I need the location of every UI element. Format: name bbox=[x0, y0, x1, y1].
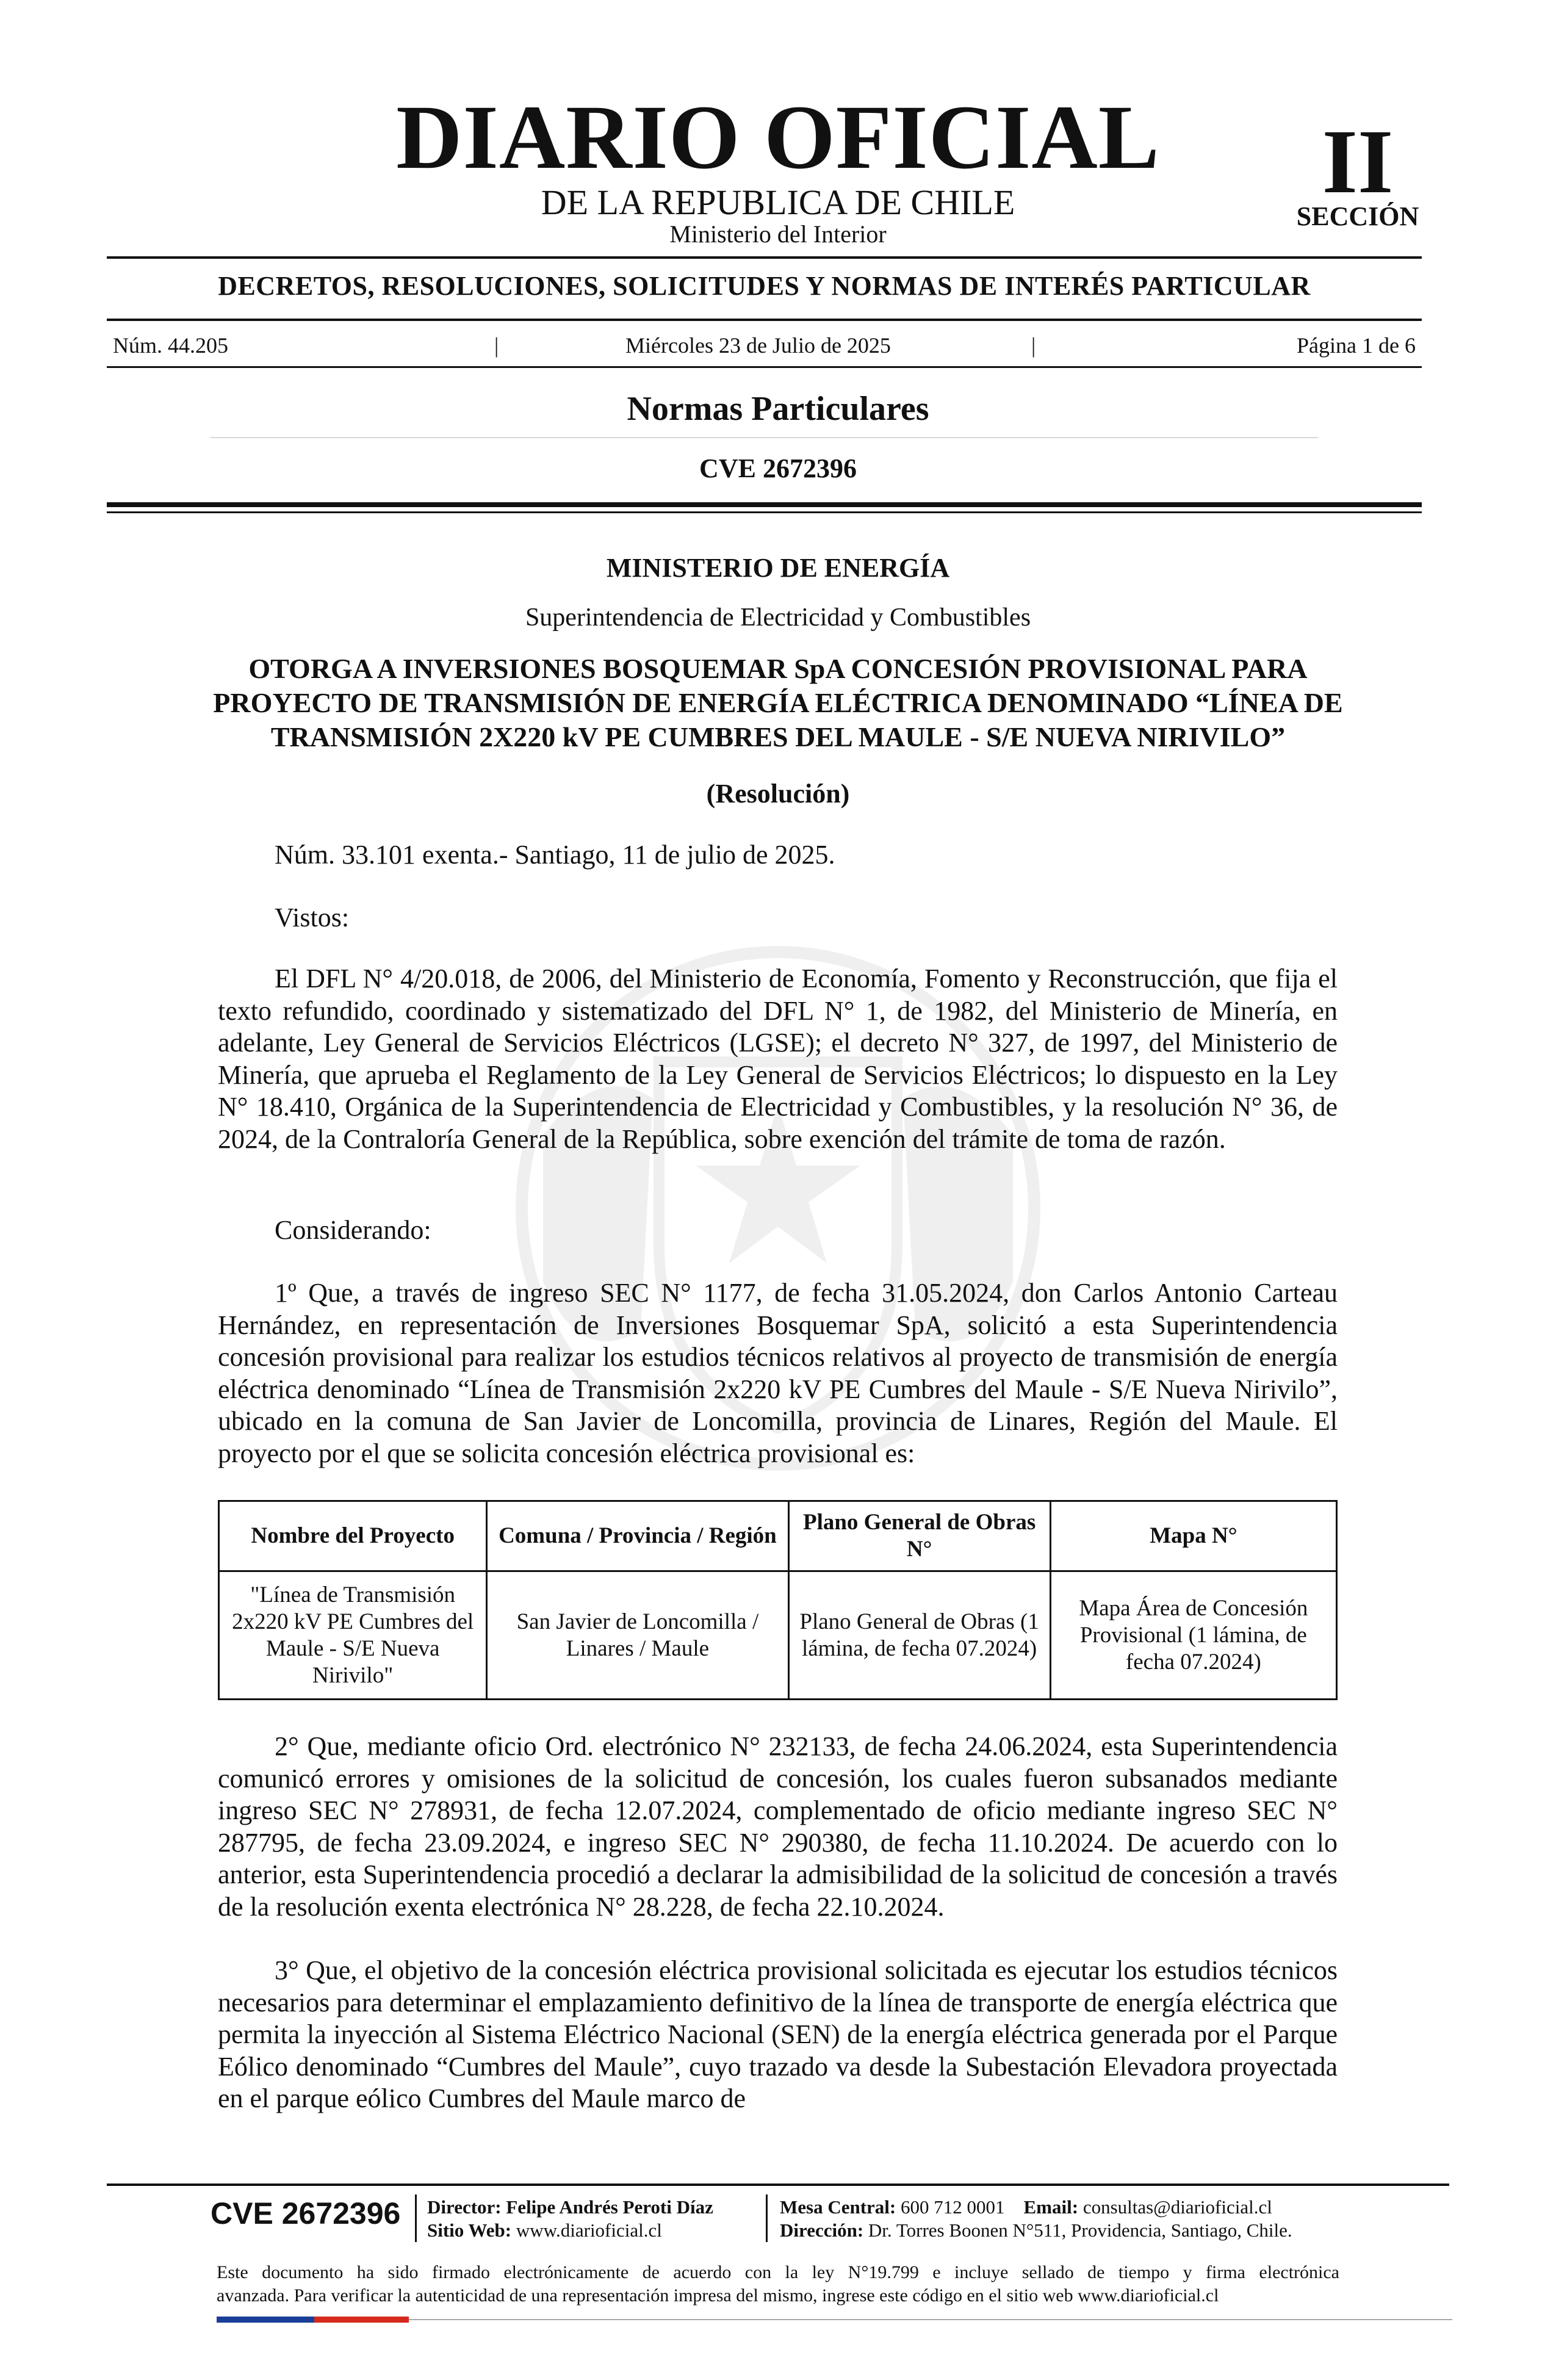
paragraph-dfl: El DFL N° 4/20.018, de 2006, del Ministerio de Economía, Fomento y Reconstrucción, que fija el texto refundido, coordinado y sistematizado del DFL N° 1, de 1982, del Ministerio de Minería, en adelante, Ley General de Servicios Eléctricos (LGSE); el decreto N° 327, de 1997, del Ministerio de Minería, que aprueba el Reglamento de la Ley General de Servicios Eléctricos; lo dispuesto en la Ley N° 18.410, Orgánica de la Superintendencia de Electricidad y Combustibles, y la resolución N° 36, de 2024, de la Contraloría General de la República, sobre exención del trámite de toma de razón. bbox=[218, 964, 1338, 1154]
mesa-label: Mesa Central: bbox=[780, 2196, 896, 2218]
masthead-ministry: Ministerio del Interior bbox=[669, 220, 887, 248]
web-label: Sitio Web: bbox=[427, 2220, 512, 2241]
page-category: Normas Particulares bbox=[627, 390, 929, 428]
direccion-text: Dr. Torres Boonen N°511, Providencia, Santiago, Chile. bbox=[868, 2220, 1292, 2241]
page-counter: Página 1 de 6 bbox=[1297, 333, 1416, 358]
paragraph-2: 2° Que, mediante oficio Ord. electrónico N° 232133, de fecha 24.06.2024, esta Superintendencia comunicó errores y omisiones de la solicitud de concesión, los cuales fueron subsanados mediante ingreso SEC N° 278931, de fecha 12.07.2024, complementado de oficio mediante ingreso SEC N° 287795, de fecha 23.09.2024, e ingreso SEC N° 290380, de fecha 11.10.2024. De acuerdo con lo anterior, esta Superintendencia procedió a declarar la admisibilidad de la solicitud de concesión a través de la resolución exenta electrónica N° 28.228, de fecha 22.10.2024. bbox=[218, 1731, 1338, 1922]
email-link[interactable]: consultas@diarioficial.cl bbox=[1082, 2196, 1272, 2218]
agency-heading: Superintendencia de Electricidad y Combustibles bbox=[525, 604, 1031, 632]
vistos-heading: Vistos: bbox=[275, 903, 350, 932]
paragraph-1: 1º Que, a través de ingreso SEC N° 1177, de fecha 31.05.2024, don Carlos Antonio Carteau Hernández, en representación de Inversiones Bosquemar SpA, solicitó a esta Superintendencia concesión provisional para realizar los estudios técnicos relativos al proyecto de transmisión de energía eléctrica denominado “Línea de Transmisión 2x220 kV PE Cumbres del Maule - S/E Nueva Nirivilo”, ubicado en la comuna de San Javier de Loncomilla, provincia de Linares, Región del Maule. El proyecto por el que se solicita concesión eléctrica provisional es: bbox=[218, 1278, 1338, 1468]
footer-director-block bbox=[427, 2196, 713, 2242]
resolution-label: (Resolución) bbox=[706, 779, 850, 809]
section-number: II bbox=[1322, 111, 1394, 212]
footer-contact-block bbox=[780, 2196, 1292, 2242]
resolution-number: Núm. 33.101 exenta.- Santiago, 11 de julio de 2025. bbox=[275, 840, 835, 870]
category-divider bbox=[211, 437, 1318, 438]
issue-number: Núm. 44.205 bbox=[113, 333, 228, 358]
footer-divider-1 bbox=[415, 2194, 417, 2242]
web-link[interactable]: www.diarioficial.cl bbox=[516, 2220, 662, 2241]
table-cell: San Javier de Loncomilla / Linares / Maule bbox=[487, 1571, 788, 1700]
email-label: Email: bbox=[1023, 2196, 1079, 2218]
table-cell: Plano General de Obras (1 lámina, de fecha 07.2024) bbox=[788, 1571, 1050, 1700]
table-header-cell: Comuna / Provincia / Región bbox=[487, 1501, 788, 1571]
cve-rule-thick bbox=[107, 502, 1422, 507]
footer-cve: CVE 2672396 bbox=[211, 2196, 401, 2230]
mesa-phone: 600 712 0001 bbox=[901, 2196, 1005, 2218]
masthead-title: DIARIO OFICIAL bbox=[396, 87, 1160, 188]
director-label: Director: bbox=[427, 2196, 502, 2218]
flag-stripe-blue bbox=[217, 2317, 314, 2323]
masthead-subtitle: DE LA REPUBLICA DE CHILE bbox=[541, 182, 1015, 222]
table-header-row bbox=[219, 1501, 1337, 1571]
project-table bbox=[218, 1500, 1338, 1700]
section-marker bbox=[1278, 111, 1437, 231]
table-header-cell: Nombre del Proyecto bbox=[219, 1501, 487, 1571]
flag-stripe-red bbox=[314, 2317, 409, 2323]
separator-1: | bbox=[494, 333, 499, 358]
director-name: Felipe Andrés Peroti Díaz bbox=[506, 2196, 713, 2218]
header-rule-bottom bbox=[107, 366, 1422, 368]
signature-note-line2: avanzada. Para verificar la autenticidad de una representación impresa del mismo, ingrese este código en el sitio web www.diarioficial.cl bbox=[217, 2285, 1219, 2306]
section-label: SECCIÓN bbox=[1296, 201, 1419, 231]
resolution-title: OTORGA A INVERSIONES BOSQUEMAR SpA CONCESIÓN PROVISIONAL PARA PROYECTO DE TRANSMISIÓN DE ENERGÍA ELÉCTRICA DENOMINADO “LÍNEA DE TRANSMISIÓN 2X220 kV PE CUMBRES DEL MAULE - S/E NUEVA NIRIVILO” bbox=[213, 653, 1343, 752]
direccion-label: Dirección: bbox=[780, 2220, 864, 2241]
table-header-cell: Mapa N° bbox=[1050, 1501, 1336, 1571]
separator-2: | bbox=[1031, 333, 1036, 358]
header-rule-top bbox=[107, 256, 1422, 259]
header-rule-middle bbox=[107, 319, 1422, 321]
paragraph-3: 3° Que, el objetivo de la concesión eléctrica provisional solicitada es ejecutar los estudios técnicos necesarios para determinar el emplazamiento definitivo de la línea de transporte de energía eléctrica que permita la inyección al Sistema Eléctrico Nacional (SEN) de la energía eléctrica generada por el Parque Eólico denominado “Cumbres del Maule”, cuyo trazado va desde la Subestación Elevadora proyectada en el parque eólico Cumbres del Maule marco de bbox=[218, 1955, 1338, 2113]
table-cell: Mapa Área de Concesión Provisional (1 lámina, de fecha 07.2024) bbox=[1050, 1571, 1336, 1700]
cve-code: CVE 2672396 bbox=[699, 453, 857, 483]
issue-date: Miércoles 23 de Julio de 2025 bbox=[625, 333, 891, 358]
footer-rule bbox=[107, 2183, 1449, 2186]
section-heading: DECRETOS, RESOLUCIONES, SOLICITUDES Y NORMAS DE INTERÉS PARTICULAR bbox=[218, 271, 1311, 301]
considerando-heading: Considerando: bbox=[275, 1215, 431, 1245]
ministry-heading: MINISTERIO DE ENERGÍA bbox=[606, 553, 950, 583]
table-row bbox=[219, 1571, 1337, 1700]
cve-rule-thin bbox=[107, 511, 1422, 513]
issue-info-row bbox=[113, 333, 1416, 362]
signature-note-line1: Este documento ha sido firmado electrónicamente de acuerdo con la ley N°19.799 e incluye sellado de tiempo y firma electrónica bbox=[217, 2262, 1339, 2282]
table-cell: "Línea de Transmisión 2x220 kV PE Cumbres del Maule - S/E Nueva Nirivilo" bbox=[219, 1571, 487, 1700]
footer-divider-2 bbox=[766, 2194, 768, 2242]
table-header-cell: Plano General de Obras N° bbox=[788, 1501, 1050, 1571]
